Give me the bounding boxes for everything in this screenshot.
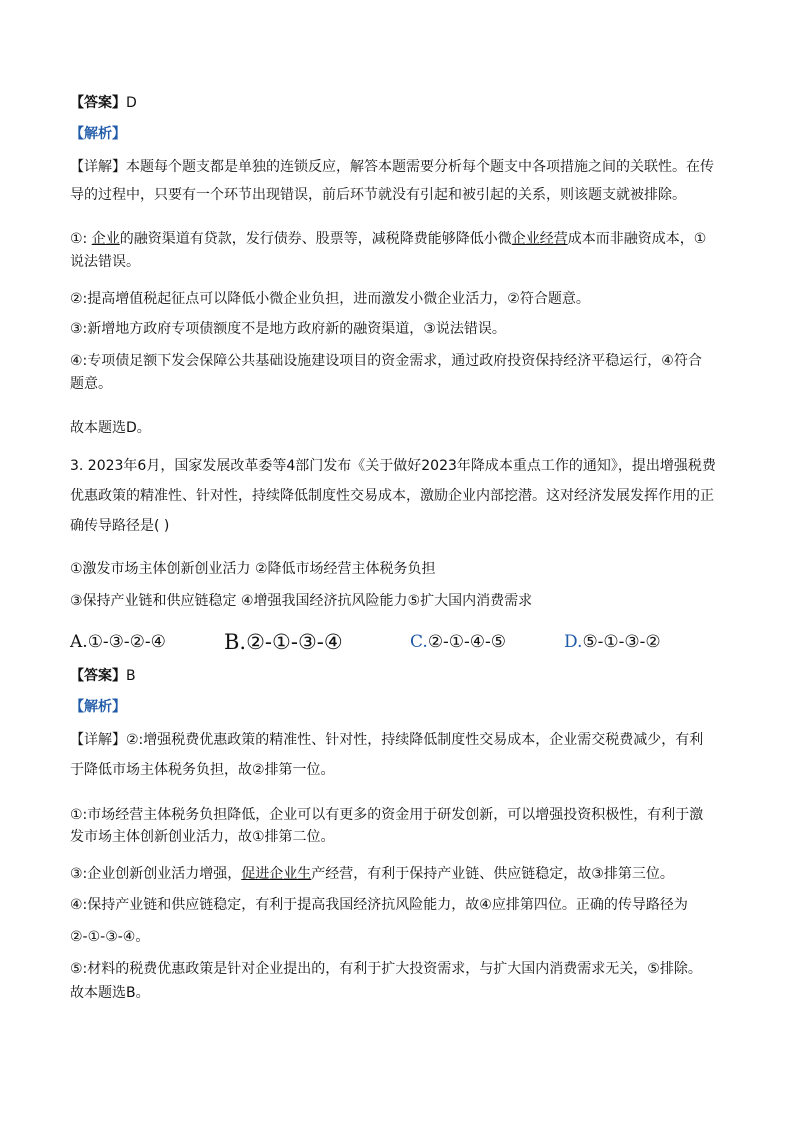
question-3-stem-2: 优惠政策的精准性、针对性，持续降低制度性交易成本，激励企业内部挖潜。这对经济发展发挥作用的正 (70, 488, 714, 504)
conclusion-q2: 故本题选D。 (70, 420, 151, 436)
answer-value: D (126, 95, 137, 111)
point-4-line-1: ④:专项债足额下发会保障公共基础设施建设项目的资金需求，通过政府投资保持经济平稳运行，④符合 (70, 353, 702, 369)
answer-tag: 【答案】 (70, 95, 126, 111)
question-3-items-2: ③保持产业链和供应链稳定 ④增强我国经济抗风险能力⑤扩大国内消费需求 (70, 593, 533, 609)
detail-line (70, 157, 725, 177)
answer-line-q3 (70, 666, 725, 686)
detail-5: ⑤:材料的税费优惠政策是针对企业提出的，有利于扩大投资需求，与扩大国内消费需求无关，⑤排除。 (70, 961, 702, 977)
answer-tag: 【答案】 (70, 668, 126, 684)
detail-tag: 【详解】 (70, 732, 126, 748)
option-a (70, 629, 166, 655)
detail-3-prefix: ③:企业创新创业活力增强， (70, 866, 242, 882)
detail-1-line-2: 于降低市场主体税务负担，故②排第一位。 (70, 762, 335, 778)
detail-4-line-1: ④:保持产业链和供应链稳定，有利于提高我国经济抗风险能力，故④应排第四位。正确的传导路径为 (70, 897, 688, 913)
detail-2-line-1: ①:市场经营主体税务负担降低，企业可以有更多的资金用于研发创新，可以增强投资积极性，有利于激 (70, 807, 704, 823)
analysis-heading: 【解析】 (70, 126, 126, 142)
conclusion-q3: 故本题选B。 (70, 985, 150, 1001)
option-c-text: ②-①-④-⑤ (427, 632, 507, 652)
point-3: ③:新增地方政府专项债额度不是地方政府新的融资渠道，③说法错误。 (70, 321, 506, 337)
option-c (410, 629, 506, 655)
option-b-letter: B. (224, 630, 247, 654)
detail-1-line-1 (70, 730, 725, 750)
detail-line-2: 导的过程中，只要有一个环节出现错误，前后环节就没有引起和被引起的关系，则该题支就被排除。 (70, 187, 686, 203)
point-1-prefix: ①: (70, 231, 92, 247)
detail-3-line (70, 864, 725, 884)
option-c-letter: C. (410, 632, 428, 652)
point-1-line-2: 说法错误。 (70, 254, 140, 270)
point-1-underline-2: 企业经营 (511, 231, 568, 247)
question-3-items-1: ①激发市场主体创新创业活力 ②降低市场经营主体税务负担 (70, 561, 436, 577)
detail-1-text: ②:增强税费优惠政策的精准性、针对性，持续降低制度性交易成本，企业需交税费减少，有利 (126, 732, 704, 748)
option-a-letter: A. (70, 632, 88, 652)
point-4-line-2: 题意。 (70, 376, 112, 392)
detail-2-line-2: 发市场主体创新创业活力，故①排第二位。 (70, 829, 335, 845)
answer-line-q2 (70, 93, 725, 113)
option-d-letter: D. (564, 632, 583, 652)
detail-3-suffix: 产经营，有利于保持产业链、供应链稳定，故③排第三位。 (311, 866, 674, 882)
option-d-text: ⑤-①-③-② (582, 632, 661, 652)
option-d (564, 629, 661, 655)
point-2: ②:提高增值税起征点可以降低小微企业负担，进而激发小微企业活力，②符合题意。 (70, 291, 590, 307)
analysis-heading: 【解析】 (70, 699, 126, 715)
point-1-underline-1: 企业 (91, 231, 120, 247)
question-3-stem-1: 3. 2023年6月，国家发展改革委等4部门发布《关于做好2023年降成本重点工作的通知》，提出增强税费 (70, 458, 716, 474)
point-1-suffix: 成本而非融资成本，① (567, 231, 707, 247)
point-1-line (70, 229, 725, 249)
question-3-stem-3: 确传导路径是( ) (70, 518, 170, 534)
detail-4-line-2: ②-①-③-④。 (70, 929, 150, 945)
point-1-middle: 的融资渠道有贷款，发行债券、股票等，减税降费能够降低小微 (119, 231, 512, 247)
detail-3-underline: 促进企业生 (241, 866, 312, 882)
detail-text: 本题每个题支都是单独的连锁反应，解答本题需要分析每个题支中各项措施之间的关联性。在传 (126, 159, 714, 175)
option-b-text: ②-①-③-④ (246, 630, 343, 654)
detail-tag: 【详解】 (70, 159, 126, 175)
option-a-text: ①-③-②-④ (87, 632, 166, 652)
option-b (224, 629, 343, 655)
answer-value: B (126, 668, 136, 684)
